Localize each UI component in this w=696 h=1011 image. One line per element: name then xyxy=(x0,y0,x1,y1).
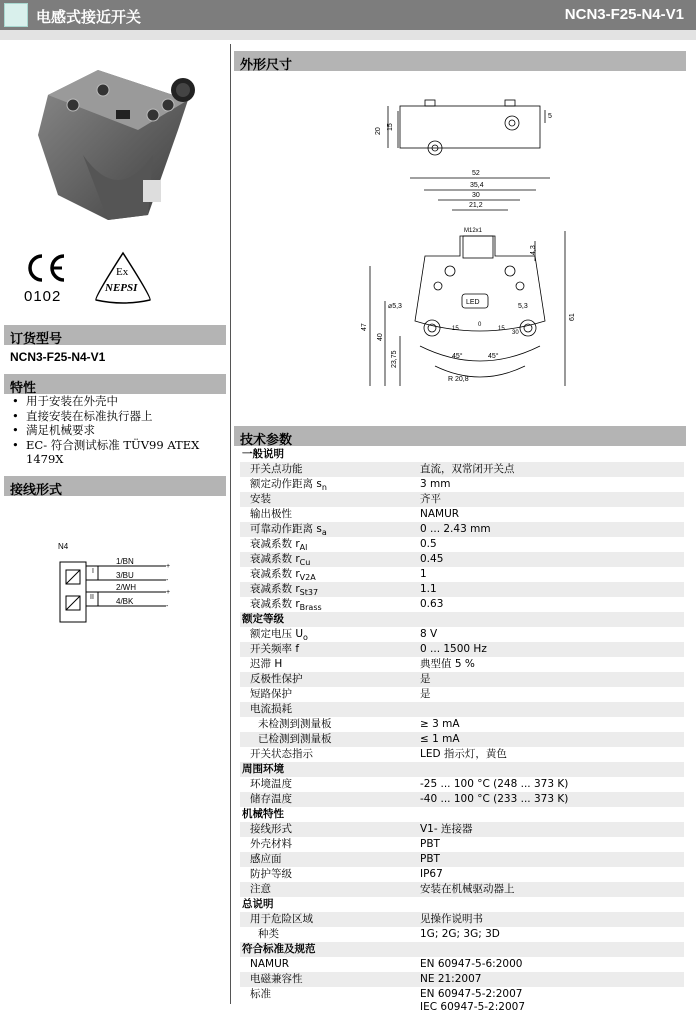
table-row: 额定电压 $U_o$ 8 V xyxy=(250,628,438,643)
product-photo xyxy=(28,55,208,225)
tech-category: 机械特性 xyxy=(242,808,284,820)
tech-category: 周围环境 xyxy=(240,762,684,777)
table-row: 可靠动作距离 $s_a$ 0 ... 2.43 mm xyxy=(240,522,684,537)
order-model: NCN3-F25-N4-V1 xyxy=(10,350,106,364)
dim-angle-right: 45° xyxy=(488,353,499,360)
features-list xyxy=(10,394,220,467)
wiring-pin1: 1/BN xyxy=(116,557,134,566)
table-row: 衰减系数 $r_{Al}$ 0.5 xyxy=(250,538,437,553)
dim-35-4: 35,4 xyxy=(470,182,484,189)
wiring-pin2: 2/WH xyxy=(116,583,136,592)
wiring-pin4: 4/BK xyxy=(116,597,134,606)
table-row: 未检测到测量板 ≥ 3 mA xyxy=(258,718,460,730)
wiring-pin3: 3/BU xyxy=(116,571,134,580)
tech-table xyxy=(240,447,684,1011)
table-row: 开关点功能 直流，双常闭开关点 xyxy=(240,462,684,477)
dim-20: 20 xyxy=(375,127,382,135)
dim-5-3: 5,3 xyxy=(518,303,528,310)
ce-logo-icon xyxy=(24,253,70,283)
wiring-diagram xyxy=(58,542,188,622)
wiring-i: I xyxy=(92,568,94,575)
dim-scale-15a: 15 xyxy=(452,326,459,332)
table-row: 已检测到测量板 ≤ 1 mA xyxy=(240,732,684,747)
page-model: NCN3-F25-N4-V1 xyxy=(564,6,684,23)
dim-scale-0: 0 xyxy=(478,322,482,328)
column-divider xyxy=(230,44,231,1004)
dim-scale-15b: 15 xyxy=(498,326,505,332)
ce-mark xyxy=(24,253,70,303)
table-row: 用于危险区域 见操作说明书 xyxy=(240,912,684,927)
table-row: 反极性保护 是 xyxy=(240,672,684,687)
wiring-ii: II xyxy=(90,594,94,601)
table-row: 衰减系数 $r_{Brass}$ 0.63 xyxy=(250,598,444,613)
dim-21-2: 21,2 xyxy=(469,202,483,209)
tech-category: 额定等级 xyxy=(240,612,684,627)
sub-bar xyxy=(0,30,696,40)
tech-category: 一般说明 xyxy=(242,448,284,460)
svg-text:-: - xyxy=(166,603,169,610)
table-row: 标准 EN 60947-5-2:2007 IEC 60947-5-2:2007 xyxy=(250,988,525,1011)
feature-item: • 直接安装在标准执行器上 xyxy=(10,409,220,424)
table-row: 感应面 PBT xyxy=(240,852,684,867)
feature-item: • 用于安装在外壳中 xyxy=(10,394,220,409)
dim-4-3: 4,3 xyxy=(530,245,537,255)
page-title: 电感式接近开关 xyxy=(36,8,142,26)
svg-text:-: - xyxy=(166,577,169,584)
table-row: 开关频率 f 0 ... 1500 Hz xyxy=(240,642,684,657)
table-row: 衰减系数 $r_{V2A}$ 1 xyxy=(250,568,427,583)
dim-15: 15 xyxy=(387,123,394,131)
top-bar xyxy=(0,0,696,30)
table-row: 电流损耗 xyxy=(240,702,684,717)
table-row: 防护等级 IP67 xyxy=(250,868,443,880)
table-row: 迟滞 H 典型值 5 % xyxy=(250,658,475,670)
dim-scale-30: 30 xyxy=(512,330,519,336)
svg-text:+: + xyxy=(166,589,171,596)
tech-header: 技术参数 xyxy=(234,426,686,446)
feature-item: • 满足机械要求 xyxy=(10,423,220,438)
table-row: 短路保护 是 xyxy=(250,688,431,700)
table-row: 衰减系数 $r_{Cu}$ 0.45 xyxy=(240,552,684,567)
table-row: 额定动作距离 $s_n$ 3 mm xyxy=(250,478,451,493)
dim-40: 40 xyxy=(377,333,384,341)
dim-61: 61 xyxy=(569,313,576,321)
table-row: 储存温度 -40 ... 100 °C (233 ... 373 K) xyxy=(240,792,684,807)
nepsi-mark xyxy=(92,250,154,306)
table-row: 衰减系数 $r_{St37}$ 1.1 xyxy=(240,582,684,597)
nepsi-triangle-icon xyxy=(92,250,154,306)
dim-52: 52 xyxy=(472,170,480,177)
wiring-label: N4 xyxy=(58,542,69,551)
table-row: 电磁兼容性 NE 21:2007 xyxy=(240,972,684,987)
dim-angle-left: 45° xyxy=(452,353,463,360)
nepsi-label: NEPSI xyxy=(105,282,138,294)
table-row: 种类 1G; 2G; 3G; 3D xyxy=(258,928,500,940)
ce-number: 0102 xyxy=(24,288,62,305)
feature-item: • EC- 符合测试标准 TÜV99 ATEX 1479X xyxy=(10,438,220,467)
dim-23-75: 23,75 xyxy=(391,350,398,368)
tech-category: 总说明 xyxy=(242,898,274,910)
dim-47: 47 xyxy=(361,323,368,331)
nepsi-ex: Ex xyxy=(116,266,129,278)
table-row: 安装 齐平 xyxy=(240,492,684,507)
order-header: 订货型号 xyxy=(4,325,226,345)
dim-led: LED xyxy=(466,299,480,306)
table-row: 接线形式 V1- 连接器 xyxy=(240,822,684,837)
dim-m12: M12x1 xyxy=(464,228,483,234)
dim-hole: ⌀5,3 xyxy=(388,303,402,310)
header-square-icon xyxy=(4,3,28,27)
table-row: 环境温度 -25 ... 100 °C (248 ... 373 K) xyxy=(250,778,569,790)
table-row: 输出极性 NAMUR xyxy=(250,508,460,520)
dimension-drawing xyxy=(340,96,580,406)
svg-text:+: + xyxy=(166,563,171,570)
table-row: 外壳材料 PBT xyxy=(250,838,440,850)
wiring-header: 接线形式 xyxy=(4,476,226,496)
dimensions-header: 外形尺寸 xyxy=(234,51,686,71)
dim-5: 5 xyxy=(548,113,552,120)
dim-30: 30 xyxy=(472,192,480,199)
dim-radius: R 20,8 xyxy=(448,376,469,383)
features-header: 特性 xyxy=(4,374,226,394)
table-row: 开关状态指示 LED 指示灯，黄色 xyxy=(250,748,507,760)
table-row: NAMUR EN 60947-5-6:2000 xyxy=(250,958,523,970)
tech-category: 符合标准及规范 xyxy=(240,942,684,957)
table-row: 注意 安装在机械驱动器上 xyxy=(240,882,684,897)
